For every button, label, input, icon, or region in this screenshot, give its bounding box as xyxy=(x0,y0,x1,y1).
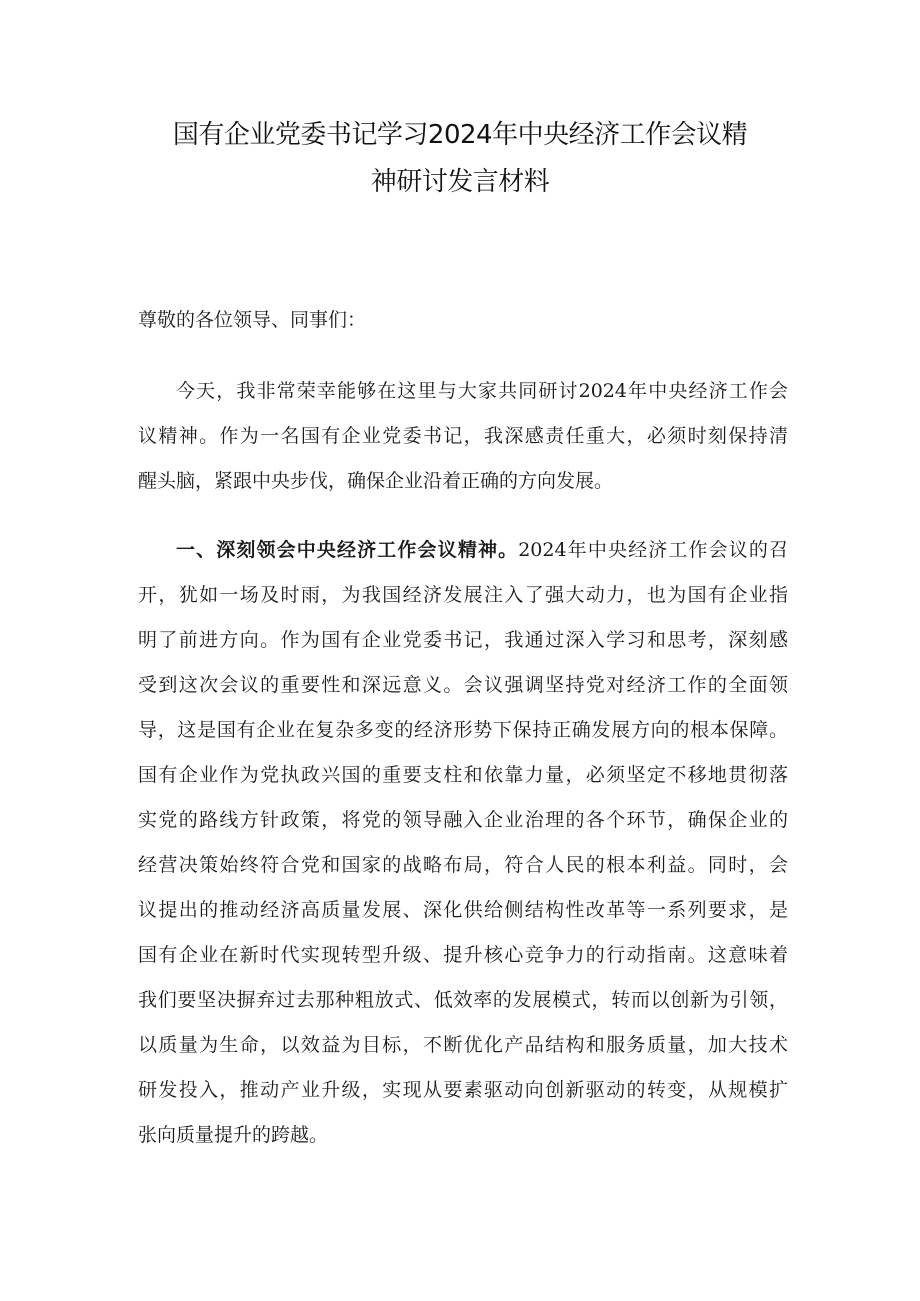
paragraph-line: 醒头脑，紧跟中央步伐，确保企业沿着正确的方向发展。 xyxy=(138,470,614,492)
paragraph-line: 张向质量提升的跨越。 xyxy=(138,1124,329,1146)
paragraph-first-line xyxy=(138,528,788,573)
paragraph-line: 国有企业在新时代实现转型升级、提升核心竞争力的行动指南。这意味着 xyxy=(138,944,788,966)
paragraph-line: 以质量为生命，以效益为目标，不断优化产品结构和服务质量，加大技术 xyxy=(138,1034,788,1056)
paragraph-line: 开，犹如一场及时雨，为我国经济发展注入了强大动力，也为国有企业指 xyxy=(138,584,788,606)
paragraph-line: 明了前进方向。作为国有企业党委书记，我通过深入学习和思考，深刻感 xyxy=(138,629,788,651)
title-line-2: 神研讨发言材料 xyxy=(370,167,550,197)
paragraph-line: 国有企业作为党执政兴国的重要支柱和依靠力量，必须坚定不移地贯彻落 xyxy=(138,764,788,786)
title-line-1: 国有企业党委书记学习2024年中央经济工作会议精 xyxy=(172,120,748,150)
paragraph-line: 经营决策始终符合党和国家的战略布局，符合人民的根本利益。同时，会 xyxy=(138,854,788,876)
section-heading: 一、深刻领会中央经济工作会议精神。 xyxy=(176,539,519,561)
paragraph-line: 受到这次会议的重要性和深远意义。会议强调坚持党对经济工作的全面领 xyxy=(138,674,788,696)
paragraph-line: 议提出的推动经济高质量发展、深化供给侧结构性改革等一系列要求，是 xyxy=(138,899,788,921)
paragraph-line: 我们要坚决摒弃过去那种粗放式、低效率的发展模式，转而以创新为引领， xyxy=(138,989,788,1011)
paragraph-line: 议精神。作为一名国有企业党委书记，我深感责任重大，必须时刻保持清 xyxy=(138,425,788,447)
salutation: 尊敬的各位领导、同事们： xyxy=(138,309,367,331)
document-title xyxy=(140,112,780,206)
paragraph-intro xyxy=(138,369,788,504)
paragraph-line: 导，这是国有企业在复杂多变的经济形势下保持正确发展方向的根本保障。 xyxy=(138,719,788,741)
paragraph-line: 今天，我非常荣幸能够在这里与大家共同研讨2024年中央经济工作会 xyxy=(176,380,788,402)
paragraph-line: 实党的路线方针政策，将党的领导融入企业治理的各个环节，确保企业的 xyxy=(138,809,788,831)
paragraph-first-line-rest: 2024年中央经济工作会议的召 xyxy=(518,539,788,561)
paragraph-line: 研发投入，推动产业升级，实现从要素驱动向创新驱动的转变，从规模扩 xyxy=(138,1079,788,1101)
paragraph-section-1 xyxy=(138,528,788,1158)
